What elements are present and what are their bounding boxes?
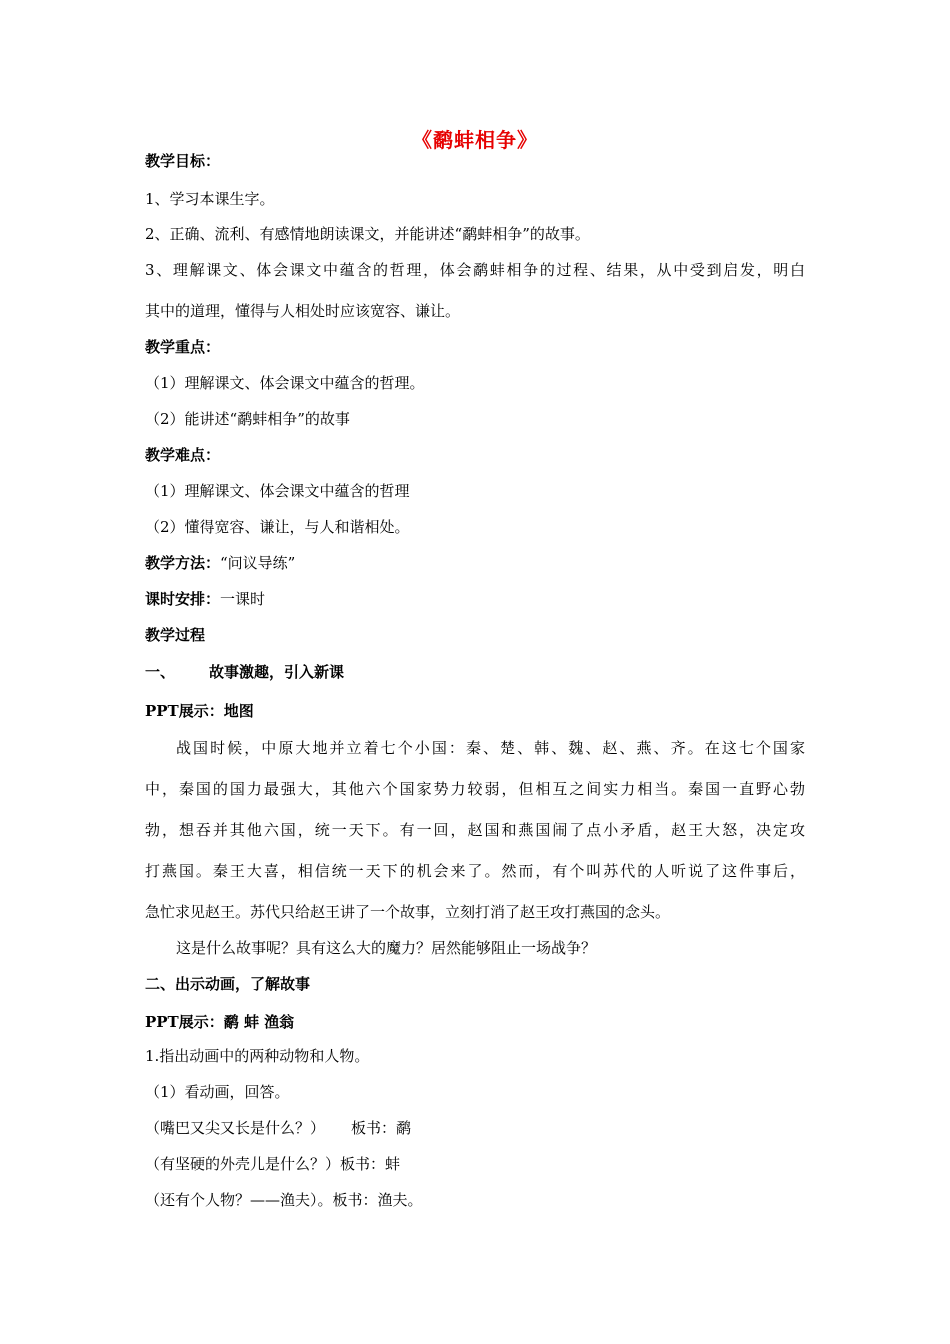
- key-point-item: （2）能讲述“鹬蚌相争”的故事: [145, 410, 350, 428]
- objective-item: 1、学习本课生字。: [145, 190, 275, 208]
- document-title: 《鹬蚌相争》: [412, 128, 538, 152]
- story-question: 这是什么故事呢？具有这么大的魔力？居然能够阻止一场战争？: [176, 939, 597, 957]
- qa-question: （还有个人物？——渔夫）。: [145, 1191, 333, 1209]
- qa-row: [145, 1190, 805, 1210]
- method-row: [145, 553, 805, 573]
- difficulties-heading: 教学难点：: [145, 446, 221, 464]
- section1-heading: [145, 662, 805, 682]
- qa-question: （有坚硬的外壳儿是什么？）: [145, 1155, 341, 1173]
- key-points-heading: 教学重点：: [145, 338, 221, 356]
- story-paragraph-line: 勃，想吞并其他六国，统一天下。有一回，赵国和燕国闹了点小矛盾，赵王大怒，决定攻: [145, 821, 805, 839]
- difficulty-item: （2）懂得宽容、谦让，与人和谐相处。: [145, 518, 410, 536]
- qa-row: [145, 1154, 805, 1174]
- objectives-heading: 教学目标：: [145, 152, 221, 170]
- section2-ppt: PPT展示：鹬 蚌 渔翁: [145, 1013, 295, 1031]
- objective-item: 3、理解课文、体会课文中蕴含的哲理，体会鹬蚌相争的过程、结果，从中受到启发，明白: [145, 261, 805, 279]
- schedule-row: [145, 589, 805, 609]
- objective-item: 2、正确、流利、有感情地朗读课文，并能讲述“鹬蚌相争”的故事。: [145, 225, 590, 243]
- qa-question: （嘴巴又尖又长是什么？）: [145, 1119, 326, 1137]
- section2-step: 1.指出动画中的两种动物和人物。: [145, 1047, 370, 1065]
- qa-row: [145, 1118, 805, 1138]
- section1-title: 故事激趣，引入新课: [209, 663, 345, 681]
- method-value: “问议导练”: [220, 554, 296, 572]
- key-point-item: （1）理解课文、体会课文中蕴含的哲理。: [145, 374, 425, 392]
- schedule-label: 课时安排：: [145, 590, 221, 608]
- schedule-value: 一课时: [220, 590, 266, 608]
- story-paragraph-line: 战国时候，中原大地并立着七个小国：秦、楚、韩、魏、赵、燕、齐。在这七个国家: [176, 739, 805, 757]
- section1-number: 一、: [145, 663, 176, 681]
- story-paragraph-line: 打燕国。秦王大喜，相信统一天下的机会来了。然而，有个叫苏代的人听说了这件事后，: [145, 862, 805, 880]
- process-heading: 教学过程: [145, 626, 206, 644]
- section2-sub: （1）看动画，回答。: [145, 1083, 290, 1101]
- method-label: 教学方法：: [145, 554, 221, 572]
- qa-answer: 板书：鹬: [351, 1119, 412, 1137]
- qa-answer: 板书：渔夫。: [332, 1191, 423, 1209]
- objective-item-continued: 其中的道理，懂得与人相处时应该宽容、谦让。: [145, 302, 461, 320]
- qa-answer: 板书：蚌: [340, 1155, 401, 1173]
- story-paragraph-line: 中，秦国的国力最强大，其他六个国家势力较弱，但相互之间实力相当。秦国一直野心勃: [145, 780, 805, 798]
- section1-ppt: PPT展示：地图: [145, 702, 254, 720]
- section2-heading: 二、出示动画，了解故事: [145, 975, 311, 993]
- story-paragraph-line: 急忙求见赵王。苏代只给赵王讲了一个故事，立刻打消了赵王攻打燕国的念头。: [145, 903, 671, 921]
- difficulty-item: （1）理解课文、体会课文中蕴含的哲理: [145, 482, 410, 500]
